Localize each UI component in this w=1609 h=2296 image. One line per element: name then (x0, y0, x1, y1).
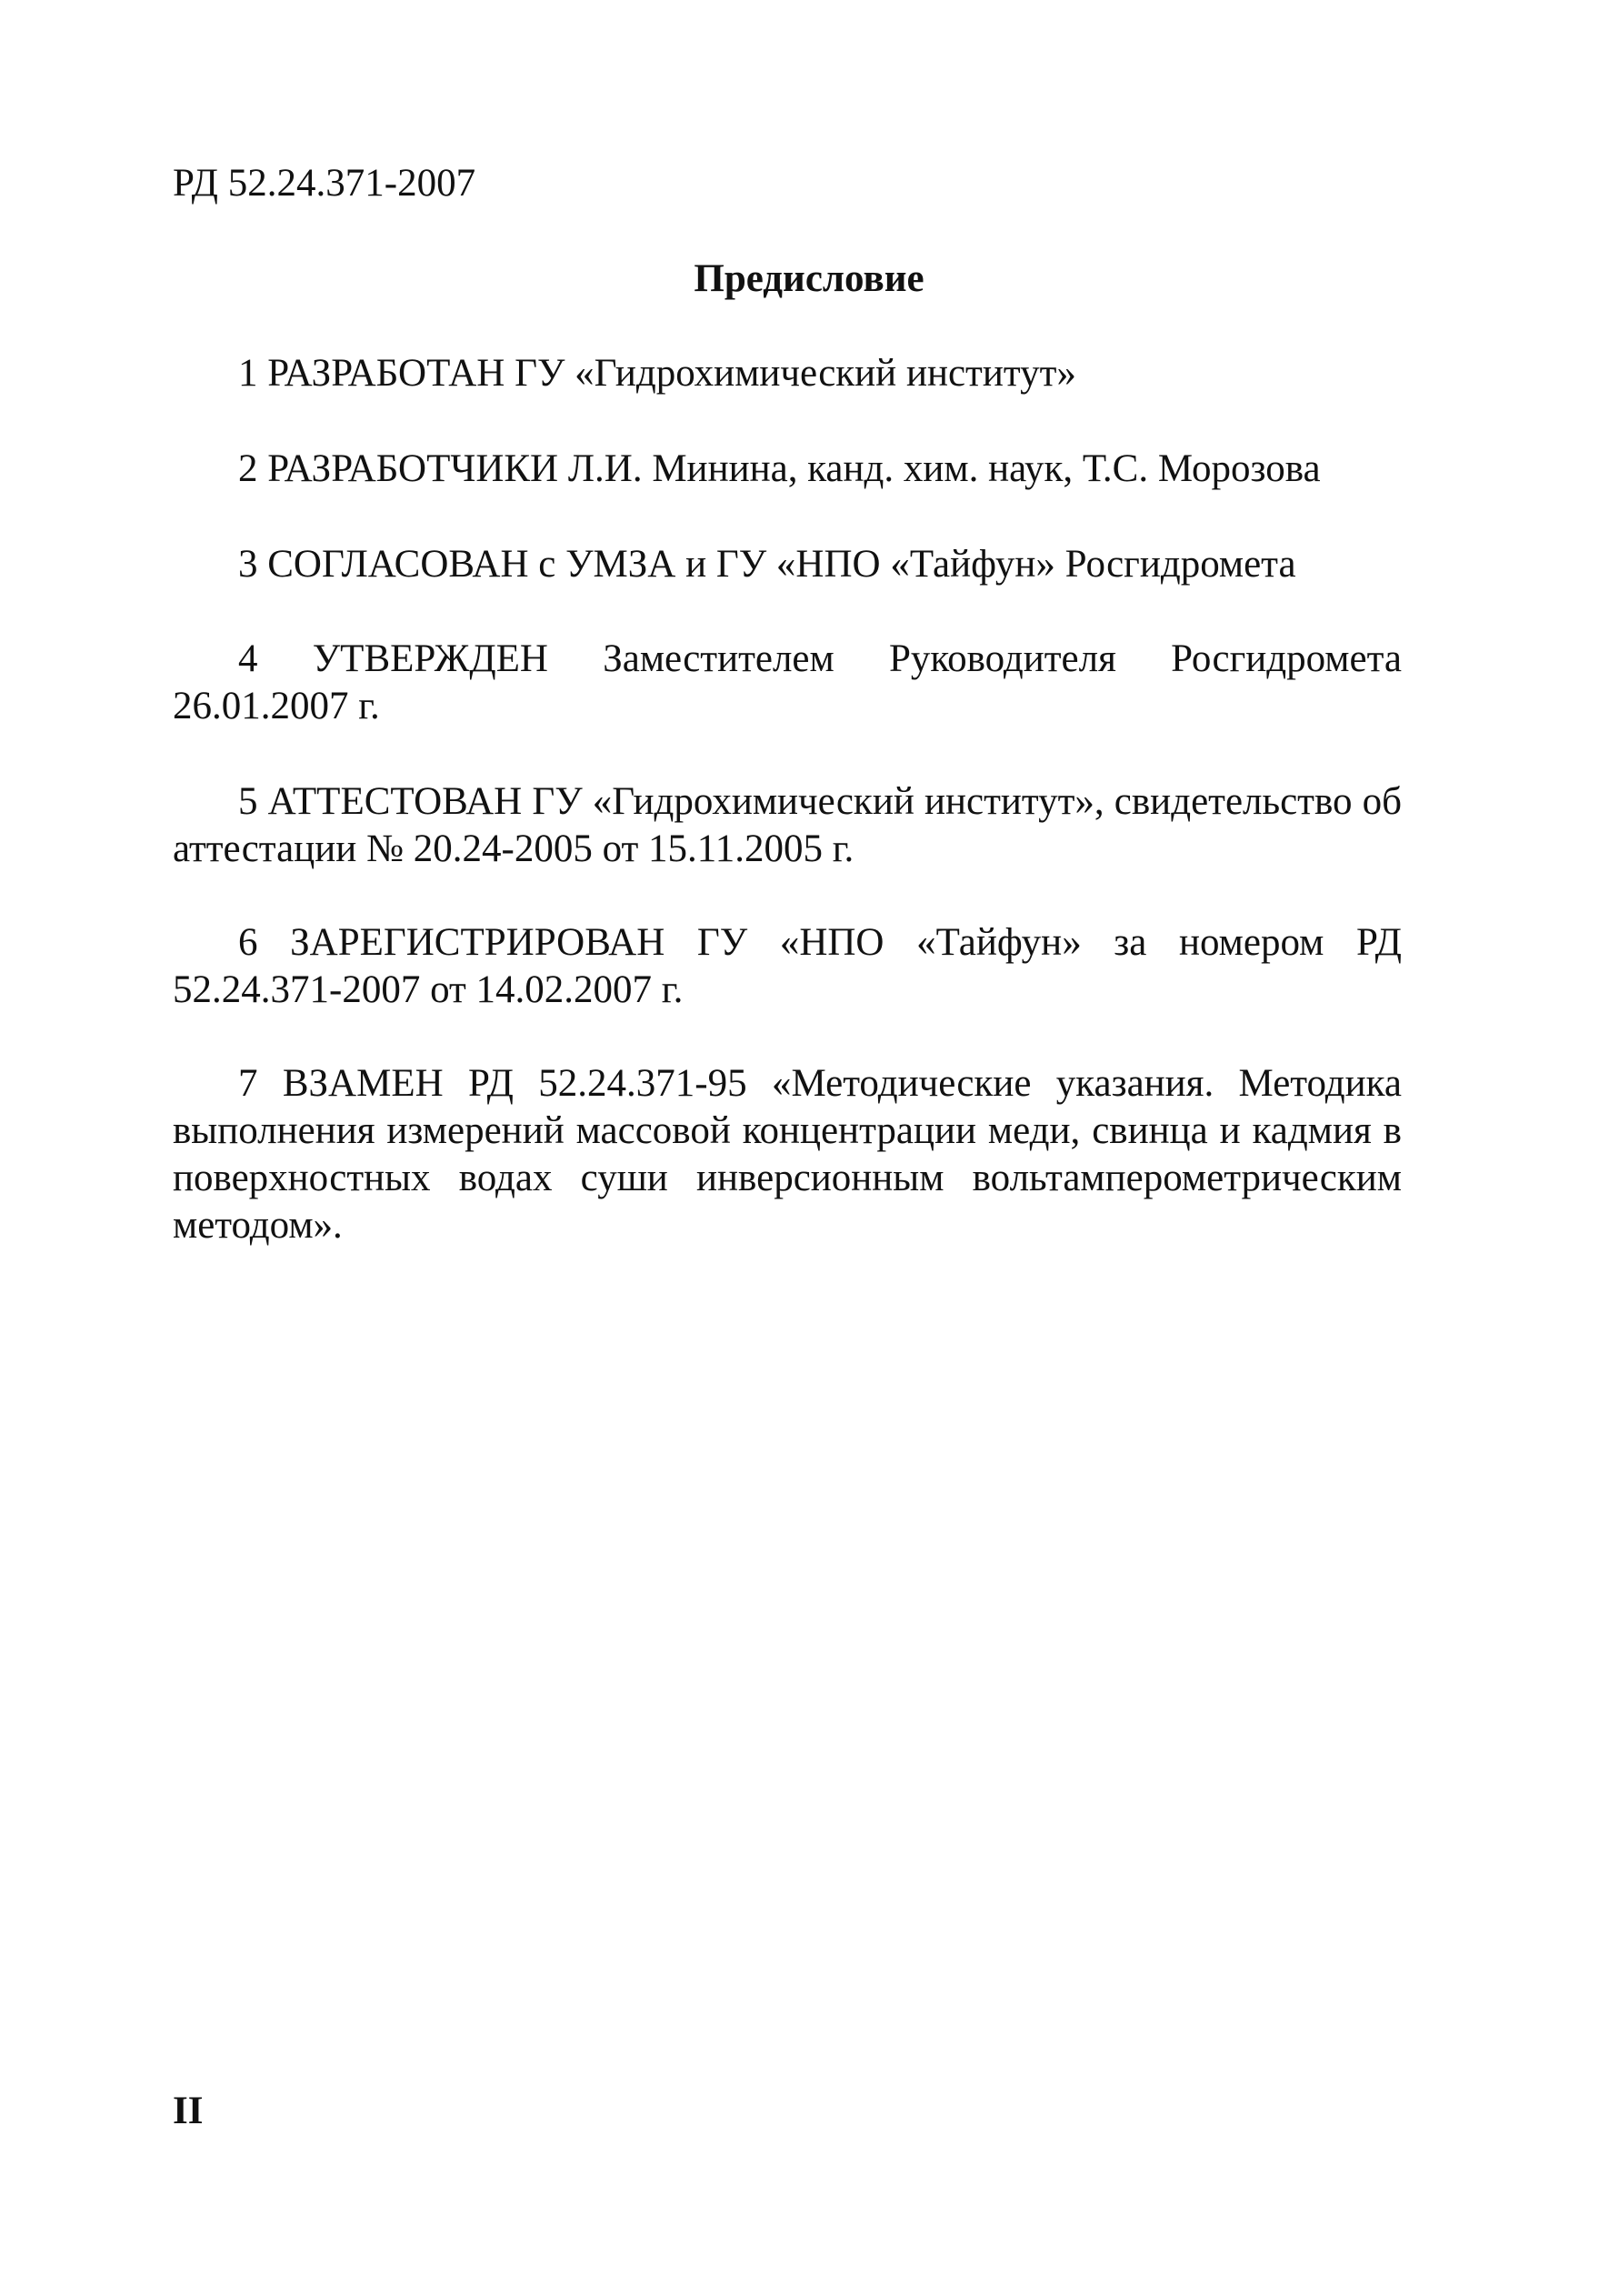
page-number: II (173, 2090, 204, 2132)
foreword-item-2: 2 РАЗРАБОТЧИКИ Л.И. Минина, канд. хим. наук, Т.С. Морозова (238, 447, 1321, 490)
foreword-item-7: 7 ВЗАМЕН РД 52.24.371-95 «Методические указания. Методика выполнения измерений массовой концентрации меди, свинца и кадмия в поверхностных водах суши инверсионным вольтамперометрическим методом». (173, 1062, 1402, 1247)
foreword-item-4: 4 УТВЕРЖДЕН Заместителем Руководителя Росгидромета 26.01.2007 г. (173, 637, 1402, 727)
foreword-item-5: 5 АТТЕСТОВАН ГУ «Гидрохимический институт», свидетельство об аттестации № 20.24-2005 от 15.11.2005 г. (173, 780, 1402, 870)
document-code: РД 52.24.371-2007 (173, 162, 476, 205)
page-title: Предисловие (694, 257, 924, 300)
foreword-item-1: 1 РАЗРАБОТАН ГУ «Гидрохимический институт» (238, 352, 1076, 395)
foreword-item-6: 6 ЗАРЕГИСТРИРОВАН ГУ «НПО «Тайфун» за номером РД 52.24.371-2007 от 14.02.2007 г. (173, 921, 1402, 1011)
foreword-item-3: 3 СОГЛАСОВАН с УМЗА и ГУ «НПО «Тайфун» Росгидромета (238, 543, 1296, 586)
